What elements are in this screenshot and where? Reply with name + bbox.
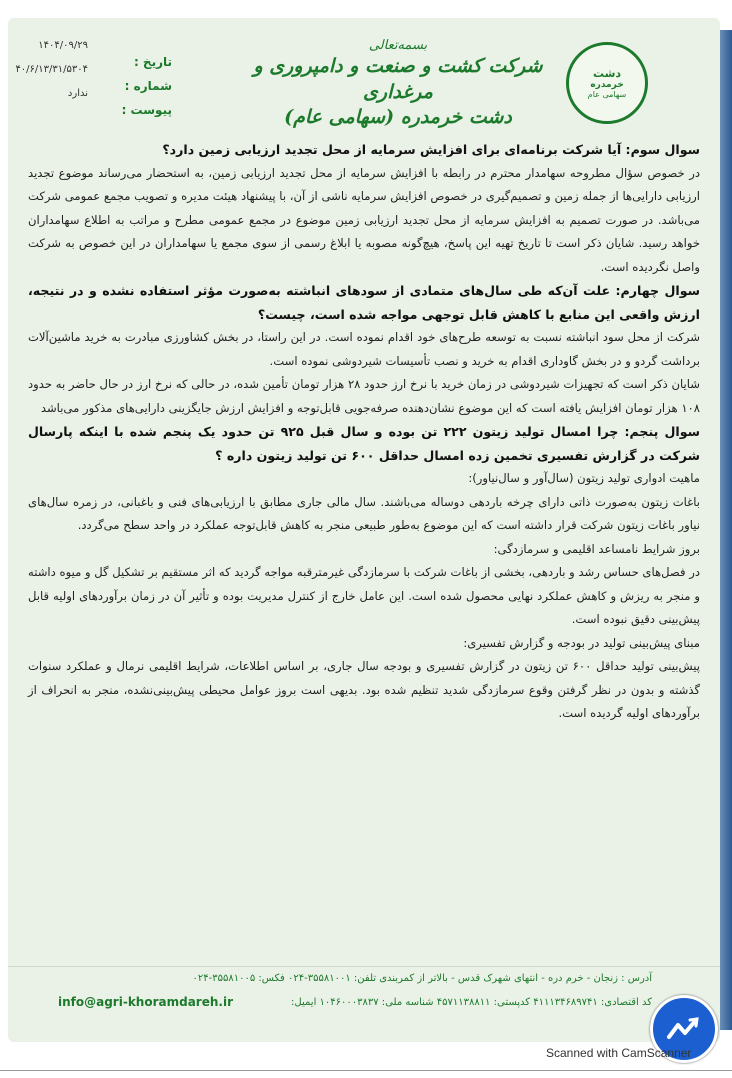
letter-page: [8, 18, 720, 1042]
section-q3: [28, 138, 700, 279]
company-title: [238, 38, 558, 129]
paragraph: شرکت از محل سود انباشته نسبت به توسعه طرح‌های خود اقدام نموده است. در این راستا، در بخش کشاورزی مبادرت به خرید ماشین‌آلات برداشت گردو و در بخش گاوداری اقدام به خرید و نصب تأسیسات شیردوشی نموده است.: [28, 330, 700, 368]
zigzag-icon: [666, 1015, 702, 1043]
subheading: ماهیت ادواری تولید زیتون (سال‌آور و سال‌نیاور):: [468, 471, 700, 485]
attachment-value: ندارد: [67, 88, 88, 99]
address-line: آدرس : زنجان - خرم دره - انتهای شهرک قدس - بالاتر از کمربندی تلفن: ۳۵۵۸۱۰۰۱-۰۲۴ فکس: ۳۵۵۸۱۰۰۵-۰۲۴: [192, 973, 652, 984]
scanner-watermark: Scanned with CamScanner: [546, 1046, 692, 1060]
number-label: شماره :: [124, 79, 172, 93]
logo-text-1: دشت: [592, 67, 622, 80]
logo-text-3: سهامی عام: [587, 90, 627, 99]
divider: [0, 1070, 732, 1071]
letterhead: [8, 18, 720, 138]
date-value: ۱۴۰۴/۰۹/۲۹: [38, 40, 88, 51]
paragraph: باغات زیتون به‌صورت ذاتی دارای چرخه باردهی دوساله می‌باشند. سال مالی جاری مطابق با ارزیابی‌های فنی و باغبانی، در زمره سال‌های نیاور باغات زیتون شرکت قرار داشته است که این موضوع به‌طور طبیعی منجر به کاهش قابل‌توجه عملکرد در واحد سطح می‌گردد.: [28, 494, 700, 532]
paragraph: در خصوص سؤال مطروحه سهامدار محترم در رابطه با افزایش سرمایه از محل تجدید ارزیابی زمین، به استحضار می‌رساند موضوع تجدید ارزیابی دارایی‌ها از جمله زمین و تصمیم‌گیری در خصوص افزایش سرمایه ناشی از آن، با پیشنهاد هیئت مدیره و تصویب مجمع عمومی شرکت می‌باشد. در صورت تصمیم به افزایش سرمایه از محل تجدید ارزیابی زمین موضوع در مجمع عمومی مطرح و مراتب به اطلاع سهامداران خواهد رسید. شایان ذکر است تا تاریخ تهیه این پاسخ، هیچ‌گونه مصوبه یا ابلاغ رسمی از سوی مجمع یا سهامداران در این خصوص به شرکت واصل نگردیده است.: [28, 165, 700, 274]
letter-footer: [8, 966, 720, 1027]
section-q5: [28, 420, 700, 726]
paragraph: شایان ذکر است که تجهیزات شیردوشی در زمان خرید با نرخ ارز حدود ۲۸ هزار تومان تأمین شده، در حالی که نرخ ارز در حال حاضر به حدود ۱۰۸ هزار تومان افزایش یافته است که این موضوع نشان‌دهنده صرفه‌جویی قابل‌توجه و افزایش ارزش جایگزینی دارایی‌های مذکور می‌باشد: [28, 377, 700, 415]
company-name-line1: شرکت کشت و صنعت و دامپروری و مرغداری: [253, 55, 543, 103]
company-name-line2: دشت خرمدره (سهامی عام): [284, 106, 512, 128]
attachment-label: پیوست :: [121, 103, 172, 117]
logo-text-2: خرمدره: [590, 80, 624, 90]
question-heading: سوال سوم: آیا شرکت برنامه‌ای برای افزایش سرمایه از محل تجدید ارزیابی زمین دارد؟: [162, 142, 700, 157]
number-value: ۴۰/۶/۱۳/۳۱/۵۳۰۴: [15, 64, 88, 75]
letter-body: [28, 138, 700, 726]
meta-labels: [112, 50, 172, 122]
scan-edge: [720, 30, 732, 1030]
paragraph: در فصل‌های حساس رشد و باردهی، بخشی از باغات شرکت با سرمازدگی غیرمترقبه مواجه گردید که اثر مستقیم بر تشکیل گل و میوه داشته و منجر به ریزش و کاهش عملکرد نهایی محصول شده است. این عامل خارج از کنترل مدیریت بوده و تأثیر آن در زمان برآوردهای اولیه قابل پیش‌بینی دقیق نبوده است.: [28, 565, 700, 626]
bismillah: بسمه‌تعالی: [368, 38, 428, 53]
question-heading: سوال چهارم: علت آن‌که طی سال‌های متمادی از سودهای انباشته به‌صورت مؤثر استفاده نشده و در نتیجه، ارزش واقعی این منابع با کاهش قابل توجهی مواجه شده است، چیست؟: [28, 283, 700, 322]
company-ids: کد اقتصادی: ۴۱۱۱۳۴۶۸۹۷۴۱ کدپستی: ۴۵۷۱۱۳۸۸۱۱ شناسه ملی: ۱۰۴۶۰۰۰۳۸۳۷ ایمیل:: [291, 997, 652, 1008]
paragraph: پیش‌بینی تولید حداقل ۶۰۰ تن زیتون در گزارش تفسیری و بودجه سال جاری، بر اساس اطلاعات، شرایط اقلیمی نرمال و عملکرد سنوات گذشته و بدون در نظر گرفتن وقوع سرمازدگی شدید تنظیم شده بود. بدیهی است بروز عوامل محیطی پیش‌بینی‌نشده، منجر به انحراف از برآوردهای اولیه گردیده است.: [28, 659, 700, 720]
question-heading: سوال پنجم: چرا امسال تولید زیتون ۲۲۲ تن بوده و سال قبل ۹۲۵ تن حدود یک پنجم شده با اینکه پارسال شرکت در گزارش تفسیری تخمین زده امسال حداقل ۶۰۰ تن تولید زیتون داره ؟: [28, 424, 700, 463]
company-logo-icon: [566, 42, 648, 124]
meta-values: [15, 34, 88, 106]
section-q4: [28, 279, 700, 420]
subheading: مبنای پیش‌بینی تولید در بودجه و گزارش تفسیری:: [463, 635, 700, 650]
email-link[interactable]: info@agri-khoramdareh.ir: [58, 995, 233, 1009]
subheading: بروز شرایط نامساعد اقلیمی و سرمازدگی:: [493, 541, 700, 556]
date-label: تاریخ :: [133, 55, 172, 69]
